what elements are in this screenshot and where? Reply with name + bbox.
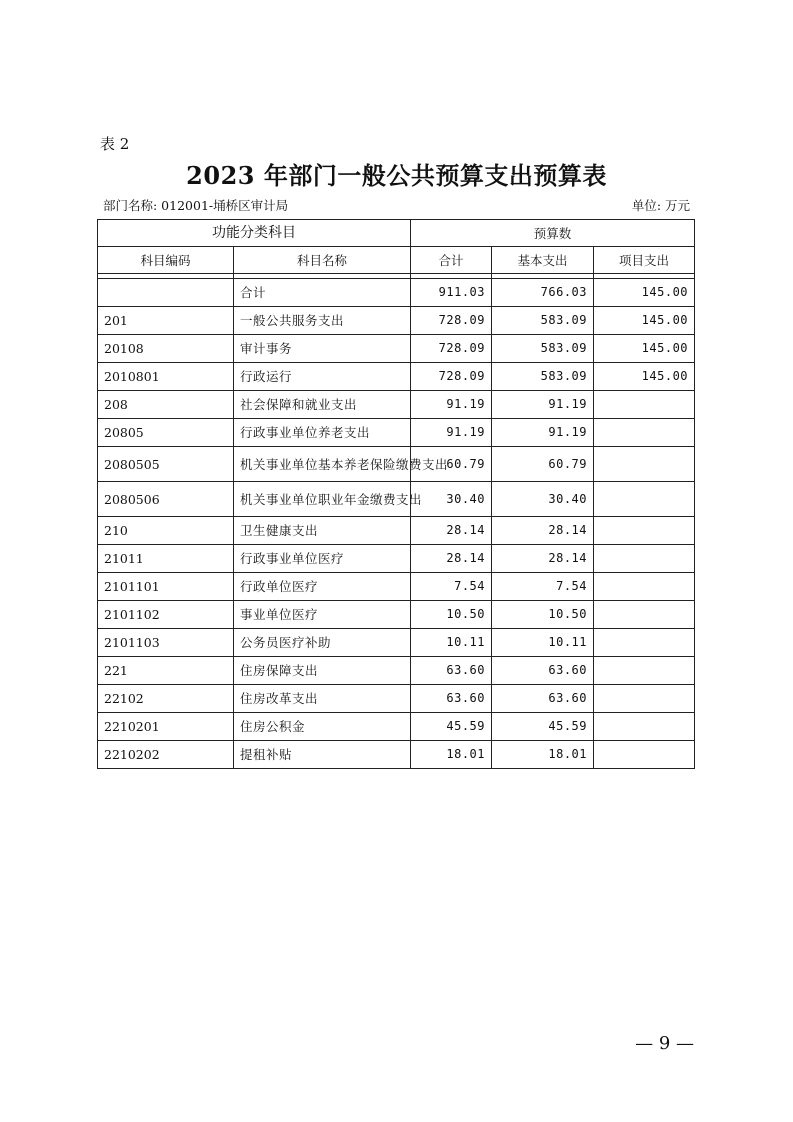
basic-cell: 45.59 xyxy=(492,713,594,741)
basic-cell: 30.40 xyxy=(492,482,594,517)
total-cell: 10.11 xyxy=(411,629,492,657)
table-row xyxy=(98,685,695,713)
name-cell: 提租补贴 xyxy=(234,741,411,769)
name-cell: 审计事务 xyxy=(234,335,411,363)
table-row xyxy=(98,363,695,391)
name-cell: 行政事业单位养老支出 xyxy=(234,419,411,447)
basic-cell: 60.79 xyxy=(492,447,594,482)
project-cell: 145.00 xyxy=(594,363,695,391)
name-cell: 行政运行 xyxy=(234,363,411,391)
table-row xyxy=(98,419,695,447)
project-cell xyxy=(594,657,695,685)
table-row xyxy=(98,629,695,657)
project-cell xyxy=(594,713,695,741)
unit-label: 单位: 万元 xyxy=(631,198,690,213)
name-cell: 一般公共服务支出 xyxy=(234,307,411,335)
code-cell: 20108 xyxy=(98,335,234,363)
name-cell: 机关事业单位基本养老保险缴费支出 xyxy=(234,447,411,482)
basic-cell: 10.11 xyxy=(492,629,594,657)
project-cell xyxy=(594,601,695,629)
project-cell xyxy=(594,391,695,419)
table-row xyxy=(98,307,695,335)
code-cell: 221 xyxy=(98,657,234,685)
basic-cell: 63.60 xyxy=(492,685,594,713)
name-cell: 公务员医疗补助 xyxy=(234,629,411,657)
code-cell: 2080505 xyxy=(98,447,234,482)
header-name: 科目名称 xyxy=(234,247,411,274)
code-cell: 2101102 xyxy=(98,601,234,629)
basic-cell: 18.01 xyxy=(492,741,594,769)
project-cell xyxy=(594,741,695,769)
name-cell: 住房改革支出 xyxy=(234,685,411,713)
basic-cell: 91.19 xyxy=(492,391,594,419)
header-basic: 基本支出 xyxy=(492,247,594,274)
basic-cell: 28.14 xyxy=(492,517,594,545)
budget-table xyxy=(97,219,695,769)
page-number: — 9 — xyxy=(635,1033,694,1054)
project-cell xyxy=(594,545,695,573)
basic-cell: 766.03 xyxy=(492,279,594,307)
total-cell: 911.03 xyxy=(411,279,492,307)
project-cell: 145.00 xyxy=(594,335,695,363)
code-cell: 2010801 xyxy=(98,363,234,391)
name-cell: 住房公积金 xyxy=(234,713,411,741)
total-cell: 60.79 xyxy=(411,447,492,482)
table-row xyxy=(98,741,695,769)
header-function-classification: 功能分类科目 xyxy=(98,220,411,247)
table-row xyxy=(98,279,695,307)
table-row xyxy=(98,517,695,545)
total-cell: 30.40 xyxy=(411,482,492,517)
project-cell xyxy=(594,517,695,545)
project-cell xyxy=(594,573,695,601)
name-cell: 住房保障支出 xyxy=(234,657,411,685)
table-label: 表 2 xyxy=(100,135,130,153)
department-name: 部门名称: 012001-埇桥区审计局 xyxy=(103,198,289,213)
name-cell: 合计 xyxy=(234,279,411,307)
document-title: 2023 年部门一般公共预算支出预算表 xyxy=(186,161,607,190)
basic-cell: 28.14 xyxy=(492,545,594,573)
total-cell: 63.60 xyxy=(411,685,492,713)
table-row xyxy=(98,601,695,629)
header-project: 项目支出 xyxy=(594,247,695,274)
table-row xyxy=(98,335,695,363)
total-cell: 7.54 xyxy=(411,573,492,601)
code-cell: 2101103 xyxy=(98,629,234,657)
code-cell: 2101101 xyxy=(98,573,234,601)
total-cell: 10.50 xyxy=(411,601,492,629)
total-cell: 18.01 xyxy=(411,741,492,769)
table-row xyxy=(98,545,695,573)
total-cell: 728.09 xyxy=(411,335,492,363)
code-cell: 22102 xyxy=(98,685,234,713)
project-cell xyxy=(594,629,695,657)
project-cell: 145.00 xyxy=(594,279,695,307)
name-cell: 卫生健康支出 xyxy=(234,517,411,545)
name-cell: 行政单位医疗 xyxy=(234,573,411,601)
total-cell: 28.14 xyxy=(411,517,492,545)
total-cell: 728.09 xyxy=(411,307,492,335)
table-row xyxy=(98,573,695,601)
name-cell: 行政事业单位医疗 xyxy=(234,545,411,573)
code-cell: 21011 xyxy=(98,545,234,573)
total-cell: 91.19 xyxy=(411,419,492,447)
code-cell: 201 xyxy=(98,307,234,335)
basic-cell: 10.50 xyxy=(492,601,594,629)
total-cell: 91.19 xyxy=(411,391,492,419)
code-cell: 2210202 xyxy=(98,741,234,769)
project-cell xyxy=(594,685,695,713)
project-cell: 145.00 xyxy=(594,307,695,335)
code-cell: 20805 xyxy=(98,419,234,447)
header-code: 科目编码 xyxy=(98,247,234,274)
table-row xyxy=(98,391,695,419)
total-cell: 63.60 xyxy=(411,657,492,685)
total-cell: 728.09 xyxy=(411,363,492,391)
name-cell: 事业单位医疗 xyxy=(234,601,411,629)
basic-cell: 583.09 xyxy=(492,307,594,335)
total-cell: 28.14 xyxy=(411,545,492,573)
table-row xyxy=(98,713,695,741)
project-cell xyxy=(594,482,695,517)
table-row xyxy=(98,657,695,685)
basic-cell: 7.54 xyxy=(492,573,594,601)
basic-cell: 63.60 xyxy=(492,657,594,685)
code-cell: 2080506 xyxy=(98,482,234,517)
project-cell xyxy=(594,447,695,482)
table-row xyxy=(98,482,695,517)
header-total: 合计 xyxy=(411,247,492,274)
code-cell: 208 xyxy=(98,391,234,419)
code-cell: 2210201 xyxy=(98,713,234,741)
header-budget-amount: 预算数 xyxy=(411,220,695,247)
name-cell: 社会保障和就业支出 xyxy=(234,391,411,419)
basic-cell: 91.19 xyxy=(492,419,594,447)
code-cell xyxy=(98,279,234,307)
name-cell: 机关事业单位职业年金缴费支出 xyxy=(234,482,411,517)
total-cell: 45.59 xyxy=(411,713,492,741)
code-cell: 210 xyxy=(98,517,234,545)
basic-cell: 583.09 xyxy=(492,335,594,363)
project-cell xyxy=(594,419,695,447)
table-row xyxy=(98,447,695,482)
basic-cell: 583.09 xyxy=(492,363,594,391)
